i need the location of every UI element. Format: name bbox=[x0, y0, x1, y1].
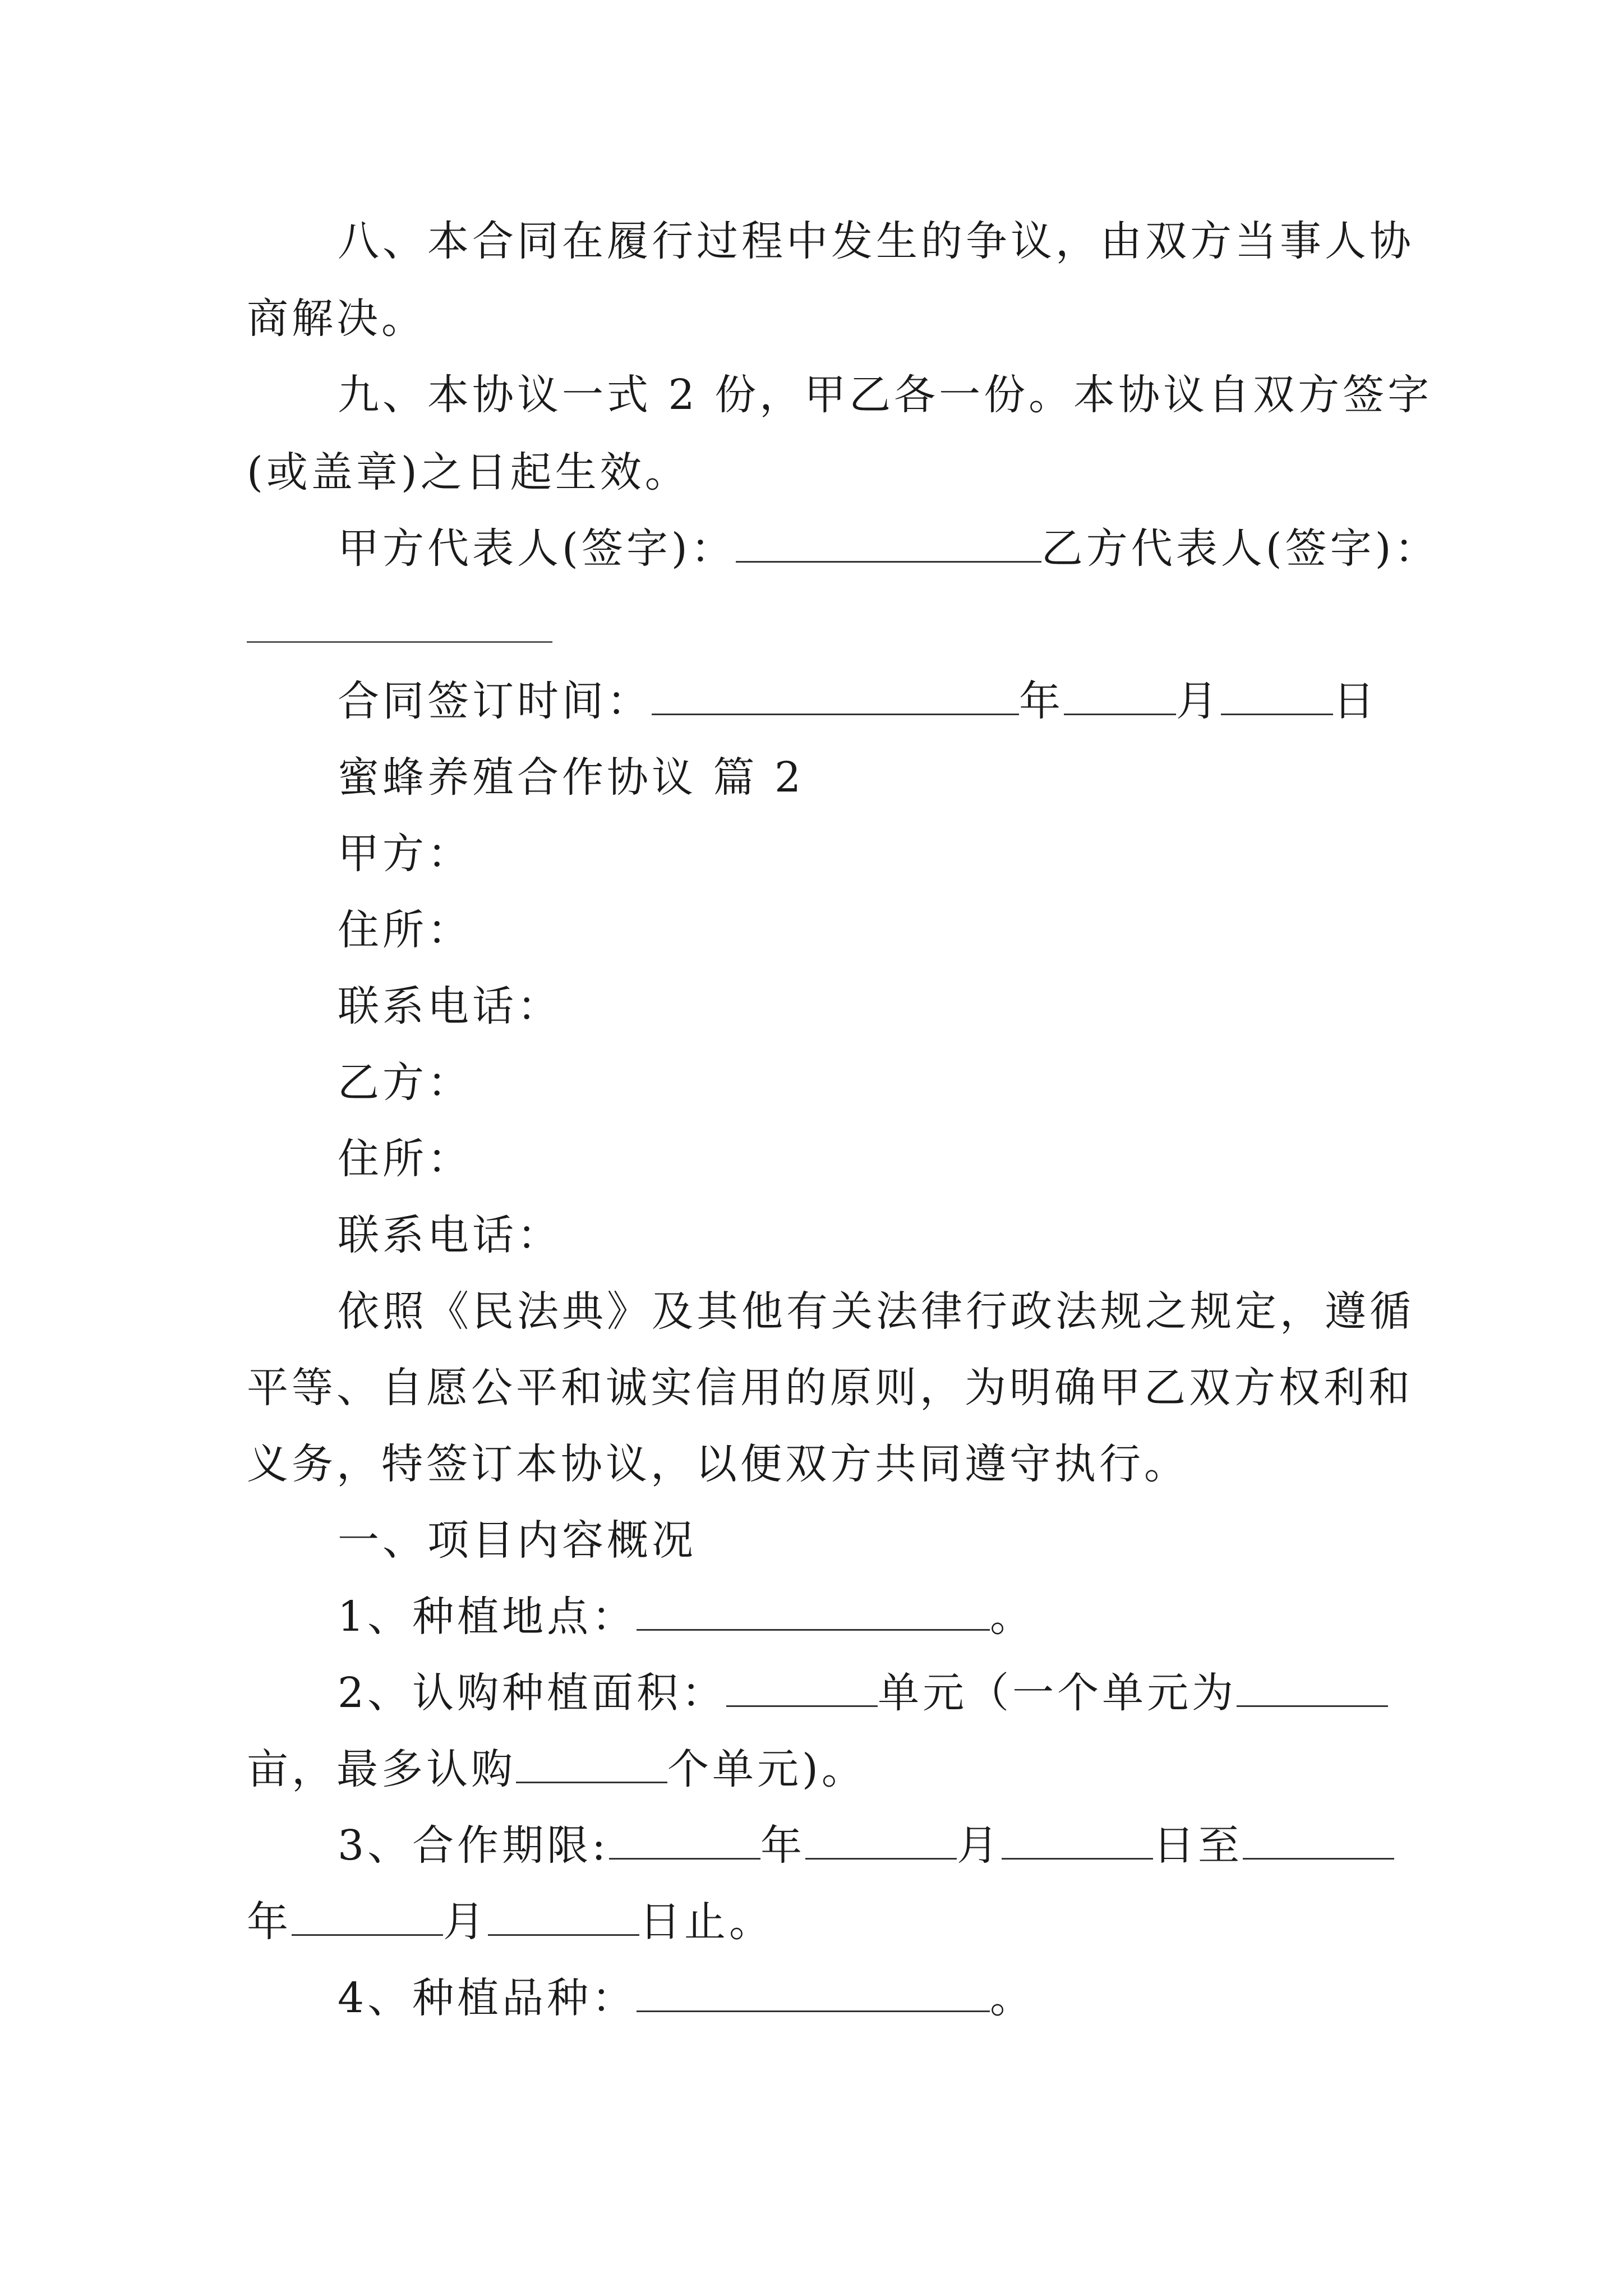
clause-8-line-2: 商解决。 bbox=[247, 295, 426, 343]
end-day-blank bbox=[488, 1895, 639, 1936]
party-b-phone-label: 联系电话： bbox=[338, 1211, 562, 1259]
item-3-line-1 bbox=[338, 1818, 1394, 1874]
signing-month-blank bbox=[1064, 674, 1176, 715]
max-subscription-label: 亩，最多认购 bbox=[247, 1745, 516, 1793]
planting-variety-label: 4、种植品种： bbox=[338, 1974, 637, 2022]
end-month-blank bbox=[292, 1895, 443, 1936]
section-heading: 蜜蜂养殖合作协议 篇 2 bbox=[338, 753, 805, 802]
party-a-label: 甲方： bbox=[338, 830, 472, 878]
item-2-end: 个单元)。 bbox=[667, 1745, 866, 1793]
preamble-line-2: 平等、自愿公平和诚实信用的原则，为明确甲乙双方权利和 bbox=[247, 1364, 1413, 1412]
end-month-label: 月 bbox=[443, 1898, 488, 1946]
signing-date-label: 合同签订时间： bbox=[338, 677, 652, 725]
clause-8-line-1: 八、本合同在履行过程中发生的争议，由双方当事人协 bbox=[338, 217, 1414, 265]
item-2-line-2 bbox=[247, 1741, 866, 1797]
item-3-line-2 bbox=[247, 1894, 774, 1950]
subscription-area-label: 2、认购种植面积： bbox=[338, 1669, 727, 1717]
item-2-line-1 bbox=[338, 1665, 1388, 1721]
planting-location-label: 1、种植地点： bbox=[338, 1593, 637, 1641]
party-b-label: 乙方： bbox=[338, 1059, 472, 1107]
party-b-address-label: 住所： bbox=[338, 1135, 472, 1183]
party-a-address-label: 住所： bbox=[338, 906, 472, 954]
max-units-blank bbox=[516, 1742, 667, 1783]
section-1-heading: 一、项目内容概况 bbox=[338, 1516, 697, 1565]
subscription-units-blank bbox=[726, 1666, 878, 1707]
party-a-phone-label: 联系电话： bbox=[338, 982, 562, 1030]
end-year-label: 年 bbox=[247, 1898, 292, 1946]
end-year-blank bbox=[1243, 1819, 1394, 1860]
planting-variety-blank bbox=[637, 1971, 990, 2012]
unit-definition-label: 单元（一个单元为 bbox=[878, 1669, 1237, 1717]
party-a-signature-blank bbox=[736, 522, 1041, 563]
party-a-signature-label: 甲方代表人(签字)： bbox=[338, 524, 736, 573]
month-label: 月 bbox=[1176, 677, 1221, 725]
cooperation-period-label: 3、合作期限: bbox=[338, 1821, 610, 1870]
preamble-line-3: 义务，特签订本协议，以便双方共同遵守执行。 bbox=[247, 1440, 1189, 1488]
party-b-signature-label: 乙方代表人(签字)： bbox=[1041, 524, 1440, 573]
clause-9-line-2: (或盖章)之日起生效。 bbox=[247, 448, 690, 496]
start-month-blank bbox=[805, 1819, 957, 1860]
party-b-signature-blank bbox=[247, 641, 552, 643]
start-year-blank bbox=[609, 1819, 760, 1860]
start-year-label: 年 bbox=[760, 1821, 806, 1870]
year-label: 年 bbox=[1019, 677, 1064, 725]
item-4-end: 。 bbox=[990, 1974, 1035, 2022]
start-day-label: 日至 bbox=[1153, 1821, 1243, 1870]
start-day-blank bbox=[1002, 1819, 1153, 1860]
day-label: 日 bbox=[1333, 677, 1378, 725]
signing-date-line bbox=[338, 673, 1378, 729]
item-4-line bbox=[338, 1970, 1035, 2026]
planting-location-blank bbox=[637, 1590, 990, 1631]
item-1-end: 。 bbox=[990, 1593, 1035, 1641]
preamble-line-1: 依照《民法典》及其他有关法律行政法规之规定，遵循 bbox=[338, 1287, 1414, 1336]
unit-area-blank bbox=[1237, 1666, 1388, 1707]
signing-day-blank bbox=[1221, 674, 1333, 715]
item-1-line bbox=[338, 1589, 1035, 1645]
clause-9-line-1: 九、本协议一式 2 份，甲乙各一份。本协议自双方签字 bbox=[338, 371, 1433, 419]
signing-year-blank bbox=[652, 674, 1019, 715]
signature-line bbox=[338, 521, 1440, 577]
end-day-label: 日止。 bbox=[639, 1898, 774, 1946]
start-month-label: 月 bbox=[957, 1821, 1002, 1870]
